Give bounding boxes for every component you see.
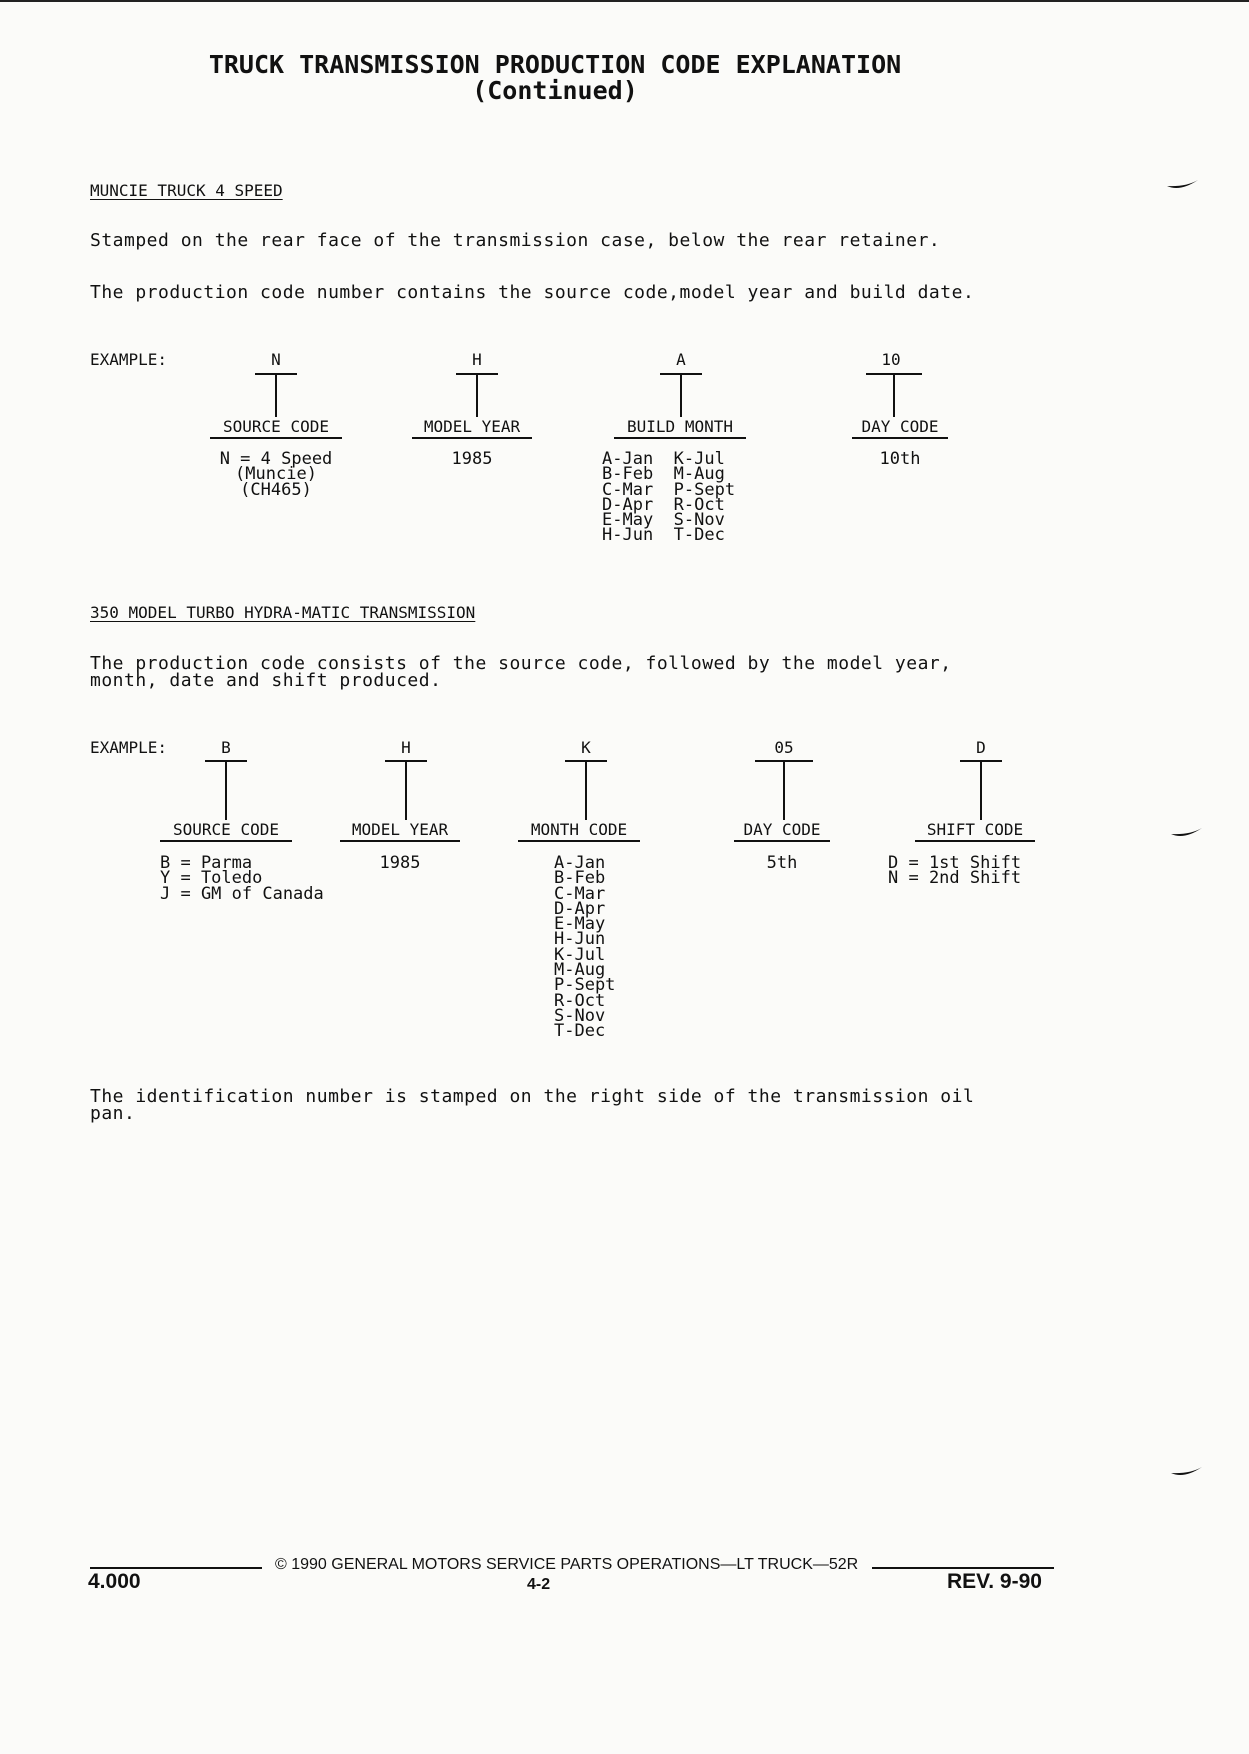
muncie-heading: MUNCIE TRUCK 4 SPEED bbox=[90, 181, 283, 200]
turbo-year-values: 1985 bbox=[379, 853, 421, 873]
footer-page-number: 4-2 bbox=[527, 1576, 551, 1593]
muncie-month-letter: A bbox=[676, 350, 686, 369]
page-subtitle: (Continued) bbox=[472, 76, 638, 105]
turbo-day-values: 5th bbox=[766, 853, 798, 873]
turbo-source-field: SOURCE CODE bbox=[160, 820, 292, 842]
muncie-month-field: BUILD MONTH bbox=[614, 417, 746, 439]
turbo-example-label: EXAMPLE: bbox=[90, 738, 168, 757]
muncie-month-values: A-Jan K-Jul B-Feb M-Aug C-Mar P-Sept D-Apr R-Oct E-May S-Nov H-Jun T-Dec bbox=[602, 449, 736, 546]
turbo-heading: 350 MODEL TURBO HYDRA-MATIC TRANSMISSION bbox=[90, 603, 476, 622]
binder-mark-icon bbox=[1170, 1465, 1204, 1479]
muncie-year-field: MODEL YEAR bbox=[412, 417, 532, 439]
turbo-month-field: MONTH CODE bbox=[518, 820, 640, 842]
turbo-month-values: A-Jan B-Feb C-Mar D-Apr E-May H-Jun K-Jul M-Aug P-Sept R-Oct S-Nov T-Dec bbox=[554, 853, 616, 1042]
binder-mark-icon bbox=[1170, 826, 1204, 840]
footer-revision: REV. 9-90 bbox=[947, 1570, 1042, 1593]
muncie-day-letter: 10 bbox=[881, 350, 901, 369]
muncie-paragraph-2: The production code number contains the source code,model year and build date. bbox=[90, 282, 975, 303]
binder-mark-icon bbox=[1166, 178, 1200, 192]
turbo-source-letter: B bbox=[221, 738, 231, 757]
footer-copyright: © 1990 GENERAL MOTORS SERVICE PARTS OPERATIONS—LT TRUCK—52R bbox=[275, 1556, 859, 1573]
turbo-month-letter: K bbox=[581, 738, 591, 757]
muncie-source-field: SOURCE CODE bbox=[210, 417, 342, 439]
muncie-example-label: EXAMPLE: bbox=[90, 350, 168, 369]
footer-section-number: 4.000 bbox=[88, 1570, 141, 1593]
turbo-shift-letter: D bbox=[976, 738, 986, 757]
muncie-year-values: 1985 bbox=[451, 449, 493, 469]
turbo-year-field: MODEL YEAR bbox=[340, 820, 460, 842]
turbo-year-letter: H bbox=[401, 738, 411, 757]
top-rule bbox=[0, 0, 1249, 2]
muncie-source-letter: N bbox=[271, 350, 281, 369]
footer-rule-left bbox=[90, 1567, 262, 1569]
turbo-paragraph: The production code consists of the source code, followed by the model year, month, date and shift produced. bbox=[90, 653, 952, 691]
muncie-source-values: N = 4 Speed (Muncie) (CH465) bbox=[219, 449, 333, 500]
turbo-shift-values: D = 1st Shift N = 2nd Shift bbox=[888, 853, 1022, 889]
closing-paragraph: The identification number is stamped on the right side of the transmission oil pan. bbox=[90, 1086, 975, 1124]
muncie-paragraph-1: Stamped on the rear face of the transmission case, below the rear retainer. bbox=[90, 230, 941, 251]
turbo-source-values: B = Parma Y = Toledo J = GM of Canada bbox=[160, 853, 324, 904]
muncie-year-letter: H bbox=[472, 350, 482, 369]
turbo-day-letter: 05 bbox=[774, 738, 794, 757]
muncie-day-field: DAY CODE bbox=[852, 417, 948, 439]
turbo-shift-field: SHIFT CODE bbox=[915, 820, 1035, 842]
footer-rule-right bbox=[872, 1567, 1054, 1569]
turbo-day-field: DAY CODE bbox=[734, 820, 830, 842]
page-title: TRUCK TRANSMISSION PRODUCTION CODE EXPLANATION bbox=[208, 50, 902, 79]
muncie-day-values: 10th bbox=[879, 449, 921, 469]
